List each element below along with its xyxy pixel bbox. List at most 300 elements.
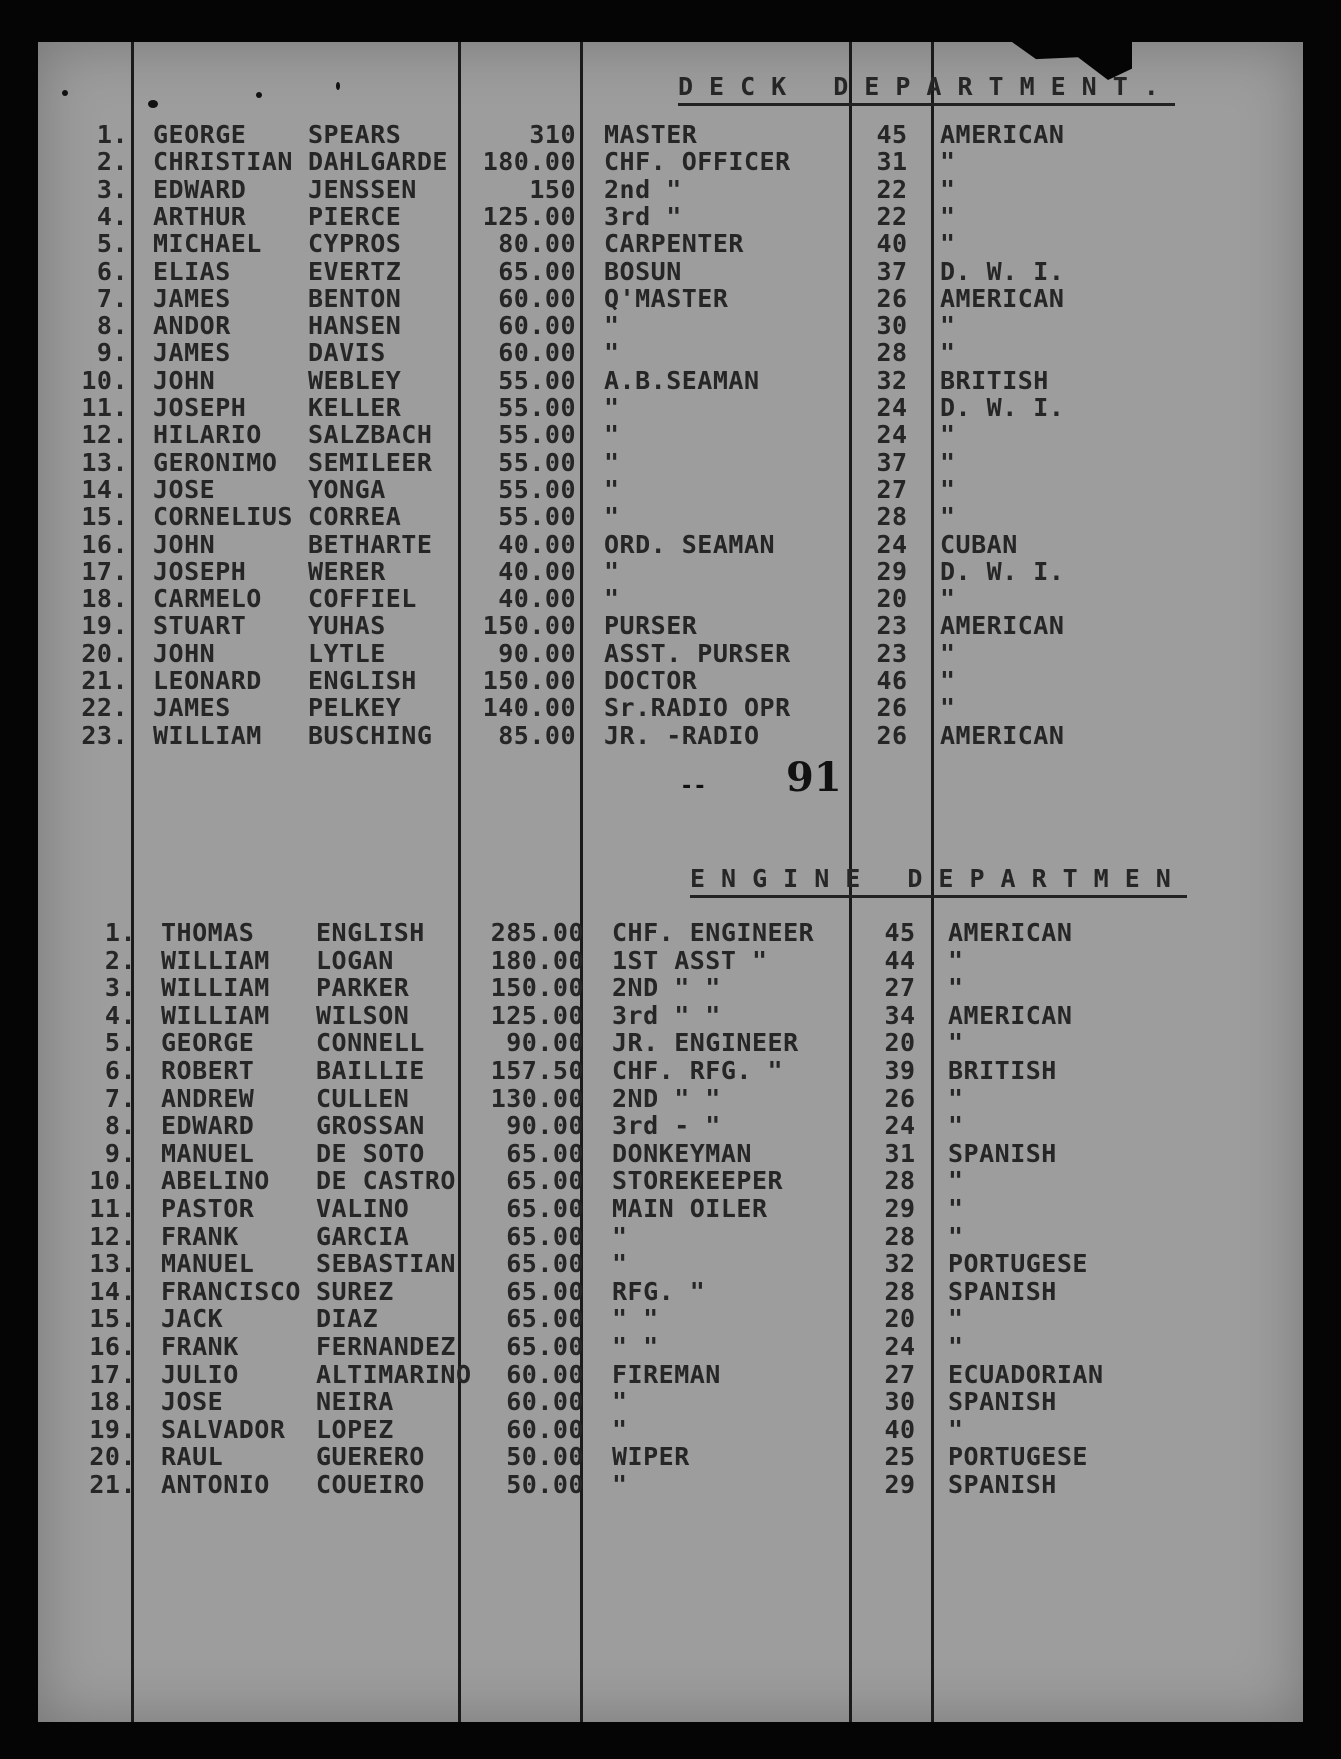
table-row bbox=[38, 229, 1303, 259]
age: 31 bbox=[876, 147, 908, 177]
rating: DOCTOR bbox=[604, 666, 698, 695]
table-row bbox=[38, 1028, 1303, 1058]
first-name: JOSE bbox=[153, 474, 216, 504]
nationality: SPANISH bbox=[948, 1138, 1057, 1168]
row-number: 19. bbox=[81, 611, 128, 641]
wage: 60.00 bbox=[506, 1414, 584, 1444]
row-number: 9. bbox=[104, 1138, 136, 1168]
first-name: LEONARD bbox=[153, 666, 262, 695]
last-name: LOPEZ bbox=[316, 1414, 394, 1444]
table-row bbox=[38, 918, 1303, 948]
row-number: 20. bbox=[81, 638, 128, 668]
age: 31 bbox=[884, 1138, 916, 1168]
nationality: AMERICAN bbox=[940, 611, 1065, 641]
rating: " bbox=[604, 393, 620, 422]
nationality: " bbox=[940, 201, 956, 231]
age: 46 bbox=[876, 666, 908, 695]
age: 28 bbox=[884, 1221, 916, 1251]
rating: CARPENTER bbox=[604, 229, 744, 259]
first-name: ROBERT bbox=[161, 1056, 255, 1085]
row-number: 4. bbox=[96, 201, 128, 231]
row-number: 20. bbox=[89, 1442, 136, 1472]
first-name: GEORGE bbox=[161, 1028, 255, 1058]
age: 45 bbox=[876, 120, 908, 149]
wage: 90.00 bbox=[506, 1111, 584, 1141]
age: 28 bbox=[884, 1276, 916, 1306]
nationality: PORTUGESE bbox=[948, 1442, 1088, 1472]
first-name: PASTOR bbox=[161, 1194, 255, 1223]
last-name: VALINO bbox=[316, 1194, 410, 1223]
rating: " bbox=[604, 556, 620, 586]
rating: " bbox=[612, 1221, 628, 1251]
last-name: COUEIRO bbox=[316, 1470, 425, 1499]
age: 28 bbox=[876, 338, 908, 368]
table-row bbox=[38, 1139, 1303, 1169]
row-number: 12. bbox=[89, 1221, 136, 1251]
nationality: AMERICAN bbox=[948, 918, 1073, 947]
table-row bbox=[38, 557, 1303, 587]
nationality: " bbox=[940, 311, 956, 341]
wage: 180.00 bbox=[482, 147, 576, 177]
ink-speck bbox=[148, 100, 158, 108]
wage: 65.00 bbox=[506, 1304, 584, 1334]
rating: 2nd " bbox=[604, 174, 682, 204]
age: 29 bbox=[884, 1470, 916, 1499]
row-number: 5. bbox=[104, 1028, 136, 1058]
table-row bbox=[38, 1084, 1303, 1114]
first-name: RAUL bbox=[161, 1442, 224, 1472]
rating: BOSUN bbox=[604, 256, 682, 286]
wage: 55.00 bbox=[498, 474, 576, 504]
row-number: 17. bbox=[81, 556, 128, 586]
nationality: " bbox=[940, 638, 956, 668]
table-row bbox=[38, 1111, 1303, 1141]
wage: 40.00 bbox=[498, 556, 576, 586]
table-row bbox=[38, 284, 1303, 314]
last-name: GROSSAN bbox=[316, 1111, 425, 1141]
last-name: SPEARS bbox=[308, 120, 402, 149]
first-name: CHRISTIAN bbox=[153, 147, 293, 177]
first-name: JOHN bbox=[153, 365, 216, 395]
wage: 55.00 bbox=[498, 393, 576, 422]
table-row bbox=[38, 338, 1303, 368]
row-number: 3. bbox=[104, 973, 136, 1003]
rating: PURSER bbox=[604, 611, 698, 641]
nationality: " bbox=[940, 502, 956, 532]
wage: 150.00 bbox=[482, 611, 576, 641]
last-name: YONGA bbox=[308, 474, 386, 504]
age: 45 bbox=[884, 918, 916, 947]
wage: 60.00 bbox=[506, 1387, 584, 1417]
nationality: " bbox=[940, 229, 956, 259]
row-number: 18. bbox=[81, 584, 128, 614]
first-name: EDWARD bbox=[161, 1111, 255, 1141]
table-row bbox=[38, 1222, 1303, 1252]
first-name: JOHN bbox=[153, 638, 216, 668]
first-name: ANDREW bbox=[161, 1083, 255, 1113]
rating: CHF. RFG. " bbox=[612, 1056, 784, 1085]
table-row bbox=[38, 1442, 1303, 1472]
nationality: " bbox=[948, 1304, 964, 1334]
row-number: 7. bbox=[104, 1083, 136, 1113]
age: 30 bbox=[876, 311, 908, 341]
nationality: " bbox=[940, 693, 956, 723]
age: 30 bbox=[884, 1387, 916, 1417]
first-name: JOSE bbox=[161, 1387, 224, 1417]
wage: 40.00 bbox=[498, 529, 576, 559]
last-name: COFFIEL bbox=[308, 584, 417, 614]
age: 22 bbox=[876, 201, 908, 231]
last-name: WILSON bbox=[316, 1000, 410, 1030]
rating: STOREKEEPER bbox=[612, 1166, 784, 1196]
nationality: " bbox=[940, 666, 956, 695]
first-name: JOHN bbox=[153, 529, 216, 559]
wage: 125.00 bbox=[482, 201, 576, 231]
ink-speck bbox=[256, 92, 262, 98]
age: 20 bbox=[884, 1028, 916, 1058]
wage: 85.00 bbox=[498, 720, 576, 750]
ink-speck bbox=[336, 82, 340, 90]
first-name: ANDOR bbox=[153, 311, 231, 341]
first-name: HILARIO bbox=[153, 420, 262, 450]
row-number: 13. bbox=[89, 1249, 136, 1279]
table-row bbox=[38, 721, 1303, 751]
age: 28 bbox=[884, 1166, 916, 1196]
row-number: 14. bbox=[89, 1276, 136, 1306]
wage: 55.00 bbox=[498, 365, 576, 395]
rating: 3rd " " bbox=[612, 1000, 721, 1030]
age: 25 bbox=[884, 1442, 916, 1472]
table-row bbox=[38, 946, 1303, 976]
table-row bbox=[38, 693, 1303, 723]
wage: 55.00 bbox=[498, 447, 576, 477]
table-row bbox=[38, 502, 1303, 532]
row-number: 4. bbox=[104, 1000, 136, 1030]
age: 37 bbox=[876, 256, 908, 286]
page-dash: -- bbox=[680, 774, 707, 799]
row-number: 18. bbox=[89, 1387, 136, 1417]
row-number: 12. bbox=[81, 420, 128, 450]
nationality: PORTUGESE bbox=[948, 1249, 1088, 1279]
engine-department-heading: ENGINE DEPARTMEN bbox=[690, 864, 1187, 898]
last-name: ALTIMARINO bbox=[316, 1359, 472, 1389]
age: 37 bbox=[876, 447, 908, 477]
wage: 65.00 bbox=[498, 256, 576, 286]
rating: " bbox=[612, 1470, 628, 1499]
rating: A.B.SEAMAN bbox=[604, 365, 760, 395]
wage: 65.00 bbox=[506, 1332, 584, 1361]
nationality: " bbox=[948, 1221, 964, 1251]
rating: MASTER bbox=[604, 120, 698, 149]
wage: 65.00 bbox=[506, 1194, 584, 1223]
nationality: " bbox=[940, 147, 956, 177]
wage: 65.00 bbox=[506, 1221, 584, 1251]
rating: 2ND " " bbox=[612, 1083, 721, 1113]
first-name: MICHAEL bbox=[153, 229, 262, 259]
age: 40 bbox=[876, 229, 908, 259]
wage: 157.50 bbox=[490, 1056, 584, 1085]
last-name: GUERERO bbox=[316, 1442, 425, 1472]
age: 20 bbox=[884, 1304, 916, 1334]
rating: " " bbox=[612, 1332, 659, 1361]
wage: 150 bbox=[529, 174, 576, 204]
wage: 65.00 bbox=[506, 1249, 584, 1279]
age: 26 bbox=[876, 283, 908, 313]
row-number: 11. bbox=[89, 1194, 136, 1223]
wage: 310 bbox=[529, 120, 576, 149]
ink-speck bbox=[62, 90, 68, 96]
rating: " " bbox=[612, 1304, 659, 1334]
row-number: 1. bbox=[104, 918, 136, 947]
crew-list-page bbox=[38, 42, 1303, 1722]
wage: 60.00 bbox=[498, 311, 576, 341]
wage: 60.00 bbox=[498, 283, 576, 313]
nationality: SPANISH bbox=[948, 1276, 1057, 1306]
rating: " bbox=[612, 1249, 628, 1279]
row-number: 5. bbox=[96, 229, 128, 259]
age: 24 bbox=[884, 1332, 916, 1361]
first-name: ABELINO bbox=[161, 1166, 270, 1196]
age: 32 bbox=[884, 1249, 916, 1279]
wage: 50.00 bbox=[506, 1470, 584, 1499]
row-number: 8. bbox=[96, 311, 128, 341]
last-name: CULLEN bbox=[316, 1083, 410, 1113]
last-name: SEMILEER bbox=[308, 447, 433, 477]
first-name: STUART bbox=[153, 611, 247, 641]
row-number: 15. bbox=[89, 1304, 136, 1334]
first-name: ARTHUR bbox=[153, 201, 247, 231]
last-name: SALZBACH bbox=[308, 420, 433, 450]
first-name: FRANK bbox=[161, 1221, 239, 1251]
rating: " bbox=[604, 584, 620, 614]
nationality: CUBAN bbox=[940, 529, 1018, 559]
nationality: " bbox=[940, 474, 956, 504]
nationality: " bbox=[940, 174, 956, 204]
last-name: SUREZ bbox=[316, 1276, 394, 1306]
wage: 150.00 bbox=[482, 666, 576, 695]
last-name: DE SOTO bbox=[316, 1138, 425, 1168]
table-row bbox=[38, 120, 1303, 150]
age: 27 bbox=[884, 1359, 916, 1389]
rating: ORD. SEAMAN bbox=[604, 529, 776, 559]
table-row bbox=[38, 1194, 1303, 1224]
row-number: 16. bbox=[89, 1332, 136, 1361]
table-row bbox=[38, 1470, 1303, 1500]
nationality: " bbox=[948, 1028, 964, 1058]
rating: RFG. " bbox=[612, 1276, 706, 1306]
rating: JR. -RADIO bbox=[604, 720, 760, 750]
nationality: AMERICAN bbox=[940, 120, 1065, 149]
table-row bbox=[38, 611, 1303, 641]
deck-department-heading: DECK DEPARTMENT. bbox=[678, 72, 1175, 106]
rating: CHF. OFFICER bbox=[604, 147, 791, 177]
wage: 65.00 bbox=[506, 1166, 584, 1196]
row-number: 6. bbox=[96, 256, 128, 286]
table-row bbox=[38, 1056, 1303, 1086]
wage: 90.00 bbox=[498, 638, 576, 668]
table-row bbox=[38, 973, 1303, 1003]
age: 24 bbox=[876, 529, 908, 559]
first-name: JACK bbox=[161, 1304, 224, 1334]
last-name: JENSSEN bbox=[308, 174, 417, 204]
rating: 2ND " " bbox=[612, 973, 721, 1003]
last-name: CORREA bbox=[308, 502, 402, 532]
row-number: 9. bbox=[96, 338, 128, 368]
row-number: 21. bbox=[81, 666, 128, 695]
wage: 60.00 bbox=[498, 338, 576, 368]
last-name: FERNANDEZ bbox=[316, 1332, 456, 1361]
nationality: D. W. I. bbox=[940, 393, 1065, 422]
age: 24 bbox=[876, 420, 908, 450]
last-name: BENTON bbox=[308, 283, 402, 313]
nationality: SPANISH bbox=[948, 1470, 1057, 1499]
row-number: 23. bbox=[81, 720, 128, 750]
table-row bbox=[38, 584, 1303, 614]
last-name: CONNELL bbox=[316, 1028, 425, 1058]
row-number: 10. bbox=[89, 1166, 136, 1196]
last-name: BETHARTE bbox=[308, 529, 433, 559]
last-name: DIAZ bbox=[316, 1304, 379, 1334]
first-name: JOSEPH bbox=[153, 393, 247, 422]
row-number: 2. bbox=[96, 147, 128, 177]
age: 26 bbox=[884, 1083, 916, 1113]
wage: 65.00 bbox=[506, 1276, 584, 1306]
table-row bbox=[38, 1415, 1303, 1445]
table-row bbox=[38, 1166, 1303, 1196]
wage: 140.00 bbox=[482, 693, 576, 723]
nationality: AMERICAN bbox=[940, 720, 1065, 750]
table-row bbox=[38, 1304, 1303, 1334]
rating: FIREMAN bbox=[612, 1359, 721, 1389]
last-name: ENGLISH bbox=[316, 918, 425, 947]
rating: " bbox=[604, 338, 620, 368]
table-row bbox=[38, 1387, 1303, 1417]
table-row bbox=[38, 175, 1303, 205]
row-number: 11. bbox=[81, 393, 128, 422]
table-row bbox=[38, 366, 1303, 396]
last-name: EVERTZ bbox=[308, 256, 402, 286]
age: 24 bbox=[876, 393, 908, 422]
nationality: D. W. I. bbox=[940, 256, 1065, 286]
age: 28 bbox=[876, 502, 908, 532]
table-row bbox=[38, 530, 1303, 560]
wage: 55.00 bbox=[498, 420, 576, 450]
table-row bbox=[38, 257, 1303, 287]
row-number: 22. bbox=[81, 693, 128, 723]
row-number: 17. bbox=[89, 1359, 136, 1389]
rating: WIPER bbox=[612, 1442, 690, 1472]
rating: 3rd - " bbox=[612, 1111, 721, 1141]
row-number: 14. bbox=[81, 474, 128, 504]
age: 39 bbox=[884, 1056, 916, 1085]
last-name: BUSCHING bbox=[308, 720, 433, 750]
table-row bbox=[38, 1277, 1303, 1307]
rating: 1ST ASST " bbox=[612, 945, 768, 975]
first-name: THOMAS bbox=[161, 918, 255, 947]
rating: MAIN OILER bbox=[612, 1194, 768, 1223]
first-name: ELIAS bbox=[153, 256, 231, 286]
last-name: LYTLE bbox=[308, 638, 386, 668]
last-name: NEIRA bbox=[316, 1387, 394, 1417]
row-number: 16. bbox=[81, 529, 128, 559]
first-name: GEORGE bbox=[153, 120, 247, 149]
first-name: SALVADOR bbox=[161, 1414, 286, 1444]
table-row bbox=[38, 1332, 1303, 1362]
rating: Q'MASTER bbox=[604, 283, 729, 313]
last-name: LOGAN bbox=[316, 945, 394, 975]
first-name: WILLIAM bbox=[161, 945, 270, 975]
rating: Sr.RADIO OPR bbox=[604, 693, 791, 723]
rating: CHF. ENGINEER bbox=[612, 918, 815, 947]
last-name: DAHLGARDE bbox=[308, 147, 448, 177]
first-name: JOSEPH bbox=[153, 556, 247, 586]
row-number: 10. bbox=[81, 365, 128, 395]
nationality: " bbox=[948, 945, 964, 975]
first-name: FRANCISCO bbox=[161, 1276, 301, 1306]
first-name: FRANK bbox=[161, 1332, 239, 1361]
row-number: 2. bbox=[104, 945, 136, 975]
nationality: " bbox=[948, 1083, 964, 1113]
rating: 3rd " bbox=[604, 201, 682, 231]
last-name: SEBASTIAN bbox=[316, 1249, 456, 1279]
nationality: ECUADORIAN bbox=[948, 1359, 1104, 1389]
row-number: 15. bbox=[81, 502, 128, 532]
nationality: " bbox=[948, 1166, 964, 1196]
age: 26 bbox=[876, 720, 908, 750]
nationality: BRITISH bbox=[940, 365, 1049, 395]
row-number: 7. bbox=[96, 283, 128, 313]
rating: " bbox=[612, 1387, 628, 1417]
last-name: GARCIA bbox=[316, 1221, 410, 1251]
age: 40 bbox=[884, 1414, 916, 1444]
rating: DONKEYMAN bbox=[612, 1138, 752, 1168]
first-name: JAMES bbox=[153, 693, 231, 723]
first-name: GERONIMO bbox=[153, 447, 278, 477]
row-number: 13. bbox=[81, 447, 128, 477]
age: 20 bbox=[876, 584, 908, 614]
nationality: " bbox=[948, 1111, 964, 1141]
first-name: CARMELO bbox=[153, 584, 262, 614]
rating: " bbox=[604, 447, 620, 477]
row-number: 8. bbox=[104, 1111, 136, 1141]
age: 44 bbox=[884, 945, 916, 975]
table-row bbox=[38, 202, 1303, 232]
age: 27 bbox=[884, 973, 916, 1003]
table-row bbox=[38, 475, 1303, 505]
table-row bbox=[38, 1360, 1303, 1390]
age: 23 bbox=[876, 611, 908, 641]
nationality: " bbox=[940, 584, 956, 614]
wage: 125.00 bbox=[490, 1000, 584, 1030]
nationality: " bbox=[948, 973, 964, 1003]
age: 29 bbox=[876, 556, 908, 586]
table-row bbox=[38, 448, 1303, 478]
age: 22 bbox=[876, 174, 908, 204]
last-name: CYPROS bbox=[308, 229, 402, 259]
table-row bbox=[38, 311, 1303, 341]
first-name: JAMES bbox=[153, 283, 231, 313]
nationality: SPANISH bbox=[948, 1387, 1057, 1417]
table-row bbox=[38, 1249, 1303, 1279]
last-name: ENGLISH bbox=[308, 666, 417, 695]
wage: 50.00 bbox=[506, 1442, 584, 1472]
last-name: HANSEN bbox=[308, 311, 402, 341]
last-name: WERER bbox=[308, 556, 386, 586]
nationality: " bbox=[948, 1332, 964, 1361]
wage: 55.00 bbox=[498, 502, 576, 532]
row-number: 19. bbox=[89, 1414, 136, 1444]
nationality: AMERICAN bbox=[940, 283, 1065, 313]
